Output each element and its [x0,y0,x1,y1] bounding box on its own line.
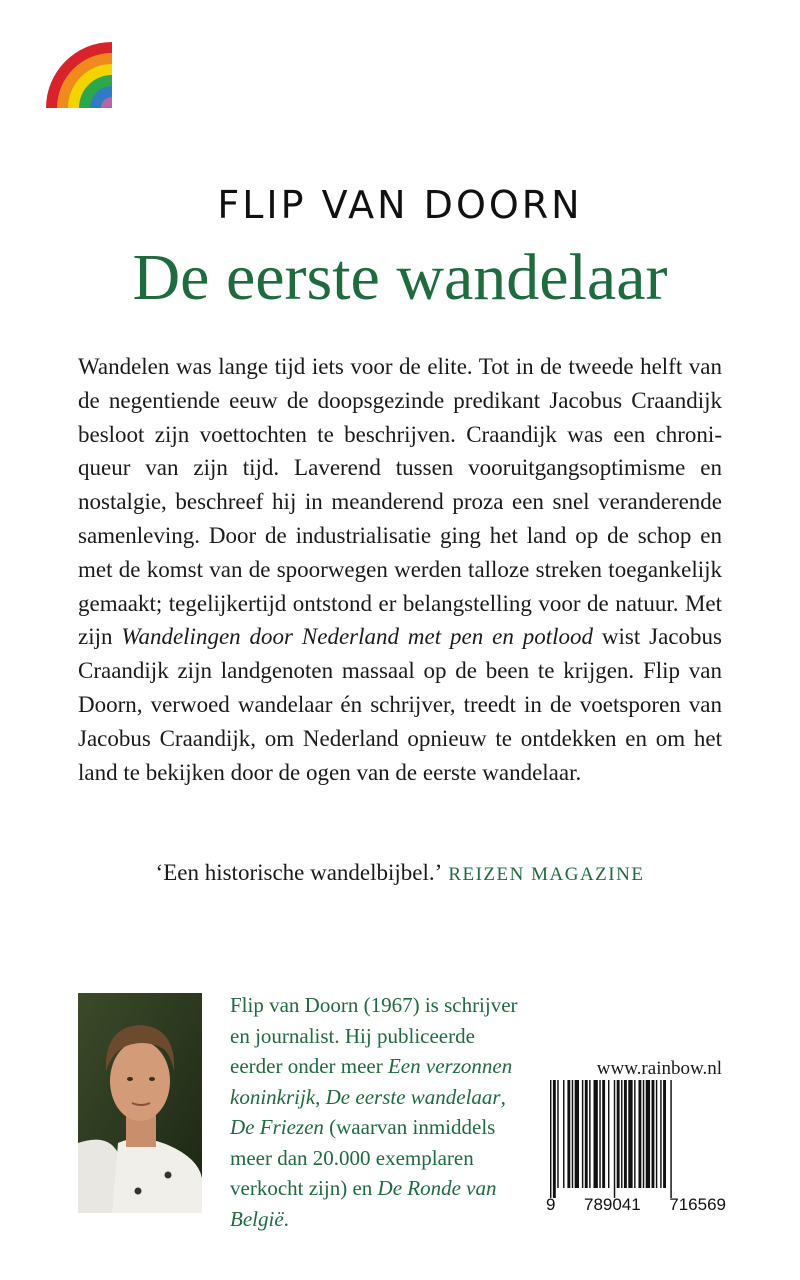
blurb-part-1: Wandelen was lange tijd iets voor de elite. Tot in de tweede helft van de negentiende eeuw de doopsgezinde predikant Jacobus Craandijk besloot zijn voettochten te beschrijven. Craandijk was een chroniqueur van zijn tijd. Laverend tussen vooruitgangsoptimisme en nostalgie, beschreef hij in meanderend proza een snel veranderende samenleving. Door de industrialisatie ging het land op de schop en met de komst van de spoorwegen werden talloze streken toegankelijk gemaakt; tegelijkertijd ontstond er belangstelling voor de natuur. Met zijn [78,354,722,650]
barcode-bar [628,1080,632,1188]
barcode-bar [582,1080,583,1188]
isbn-barcode [548,1080,723,1198]
blurb-italic-title: Wandelingen door Nederland met pen en potlood [121,624,594,650]
review-quote-text: ‘Een historische wandelbijbel.’ [155,860,443,885]
barcode-bar [589,1080,590,1188]
barcode-bar [550,1080,551,1198]
barcode-bar [660,1080,661,1188]
barcode-bar [572,1080,573,1188]
barcode-bar [617,1080,620,1188]
author-bio [230,990,530,1234]
blurb-part-2: wist Jacobus Craandijk zijn landgenoten massaal op de been te krijgen. Flip van Doorn, verwoed wandelaar én schrijver, treedt in de voetsporen van Jacobus Craandijk, om Nederland opnieuw te ontdekken en om het land te bekijken door de ogen van de eerste wandelaar. [78,624,722,785]
barcode-bar [553,1080,556,1198]
barcode-bar [599,1080,600,1188]
bio-book-2: De eerste wandelaar [325,1084,501,1109]
review-quote [0,860,800,886]
barcode-bar [652,1080,655,1188]
barcode-bar [656,1080,657,1188]
isbn-prefix: 9 [546,1195,556,1214]
isbn-group-1: 789041 [584,1195,641,1214]
bio-sep-2: , [500,1084,506,1109]
barcode-bar [575,1080,579,1188]
barcode-bar [567,1080,570,1188]
bio-text-3: . [283,1206,289,1231]
barcode-bar [646,1080,650,1188]
barcode-bar [602,1080,605,1188]
book-title: De eerste wandelaar [132,241,668,314]
barcode-bar [624,1080,627,1188]
bio-book-3: De Friezen [230,1115,324,1139]
barcode-bar [594,1080,598,1188]
barcode-bar [634,1080,635,1188]
barcode-bar [557,1080,558,1188]
barcode-bar [663,1080,666,1188]
bio-text-2: (waarvan inmiddels meer dan 20.000 exemplaren verkocht zijn) en [230,1115,496,1200]
review-source: REIZEN MAGAZINE [448,864,645,885]
barcode-bar [670,1080,671,1198]
bio-book-4: De Ronde van België [230,1176,497,1231]
barcode-bar [585,1080,588,1188]
barcode-bar [638,1080,641,1188]
barcode-bar [608,1080,609,1188]
barcode-bar [621,1080,622,1188]
isbn-number [546,1195,726,1215]
bio-text-1: Flip van Doorn (1967) is schrijver en journalist. Hij publiceerde eerder onder meer [230,993,518,1078]
barcode-bar [563,1080,564,1188]
publisher-website: www.rainbow.nl [596,1058,722,1079]
bio-book-1: Een verzonnen koninkrijk [230,1054,513,1109]
isbn-group-2: 716569 [669,1195,726,1214]
author-portrait [78,993,202,1213]
rainbow-logo-icon [44,40,112,108]
barcode-bar [614,1080,615,1198]
author-name: FLIP VAN DOORN [217,183,583,227]
bio-sep-1: , [315,1084,326,1109]
blurb-text [78,350,722,789]
barcode-bar [643,1080,644,1188]
